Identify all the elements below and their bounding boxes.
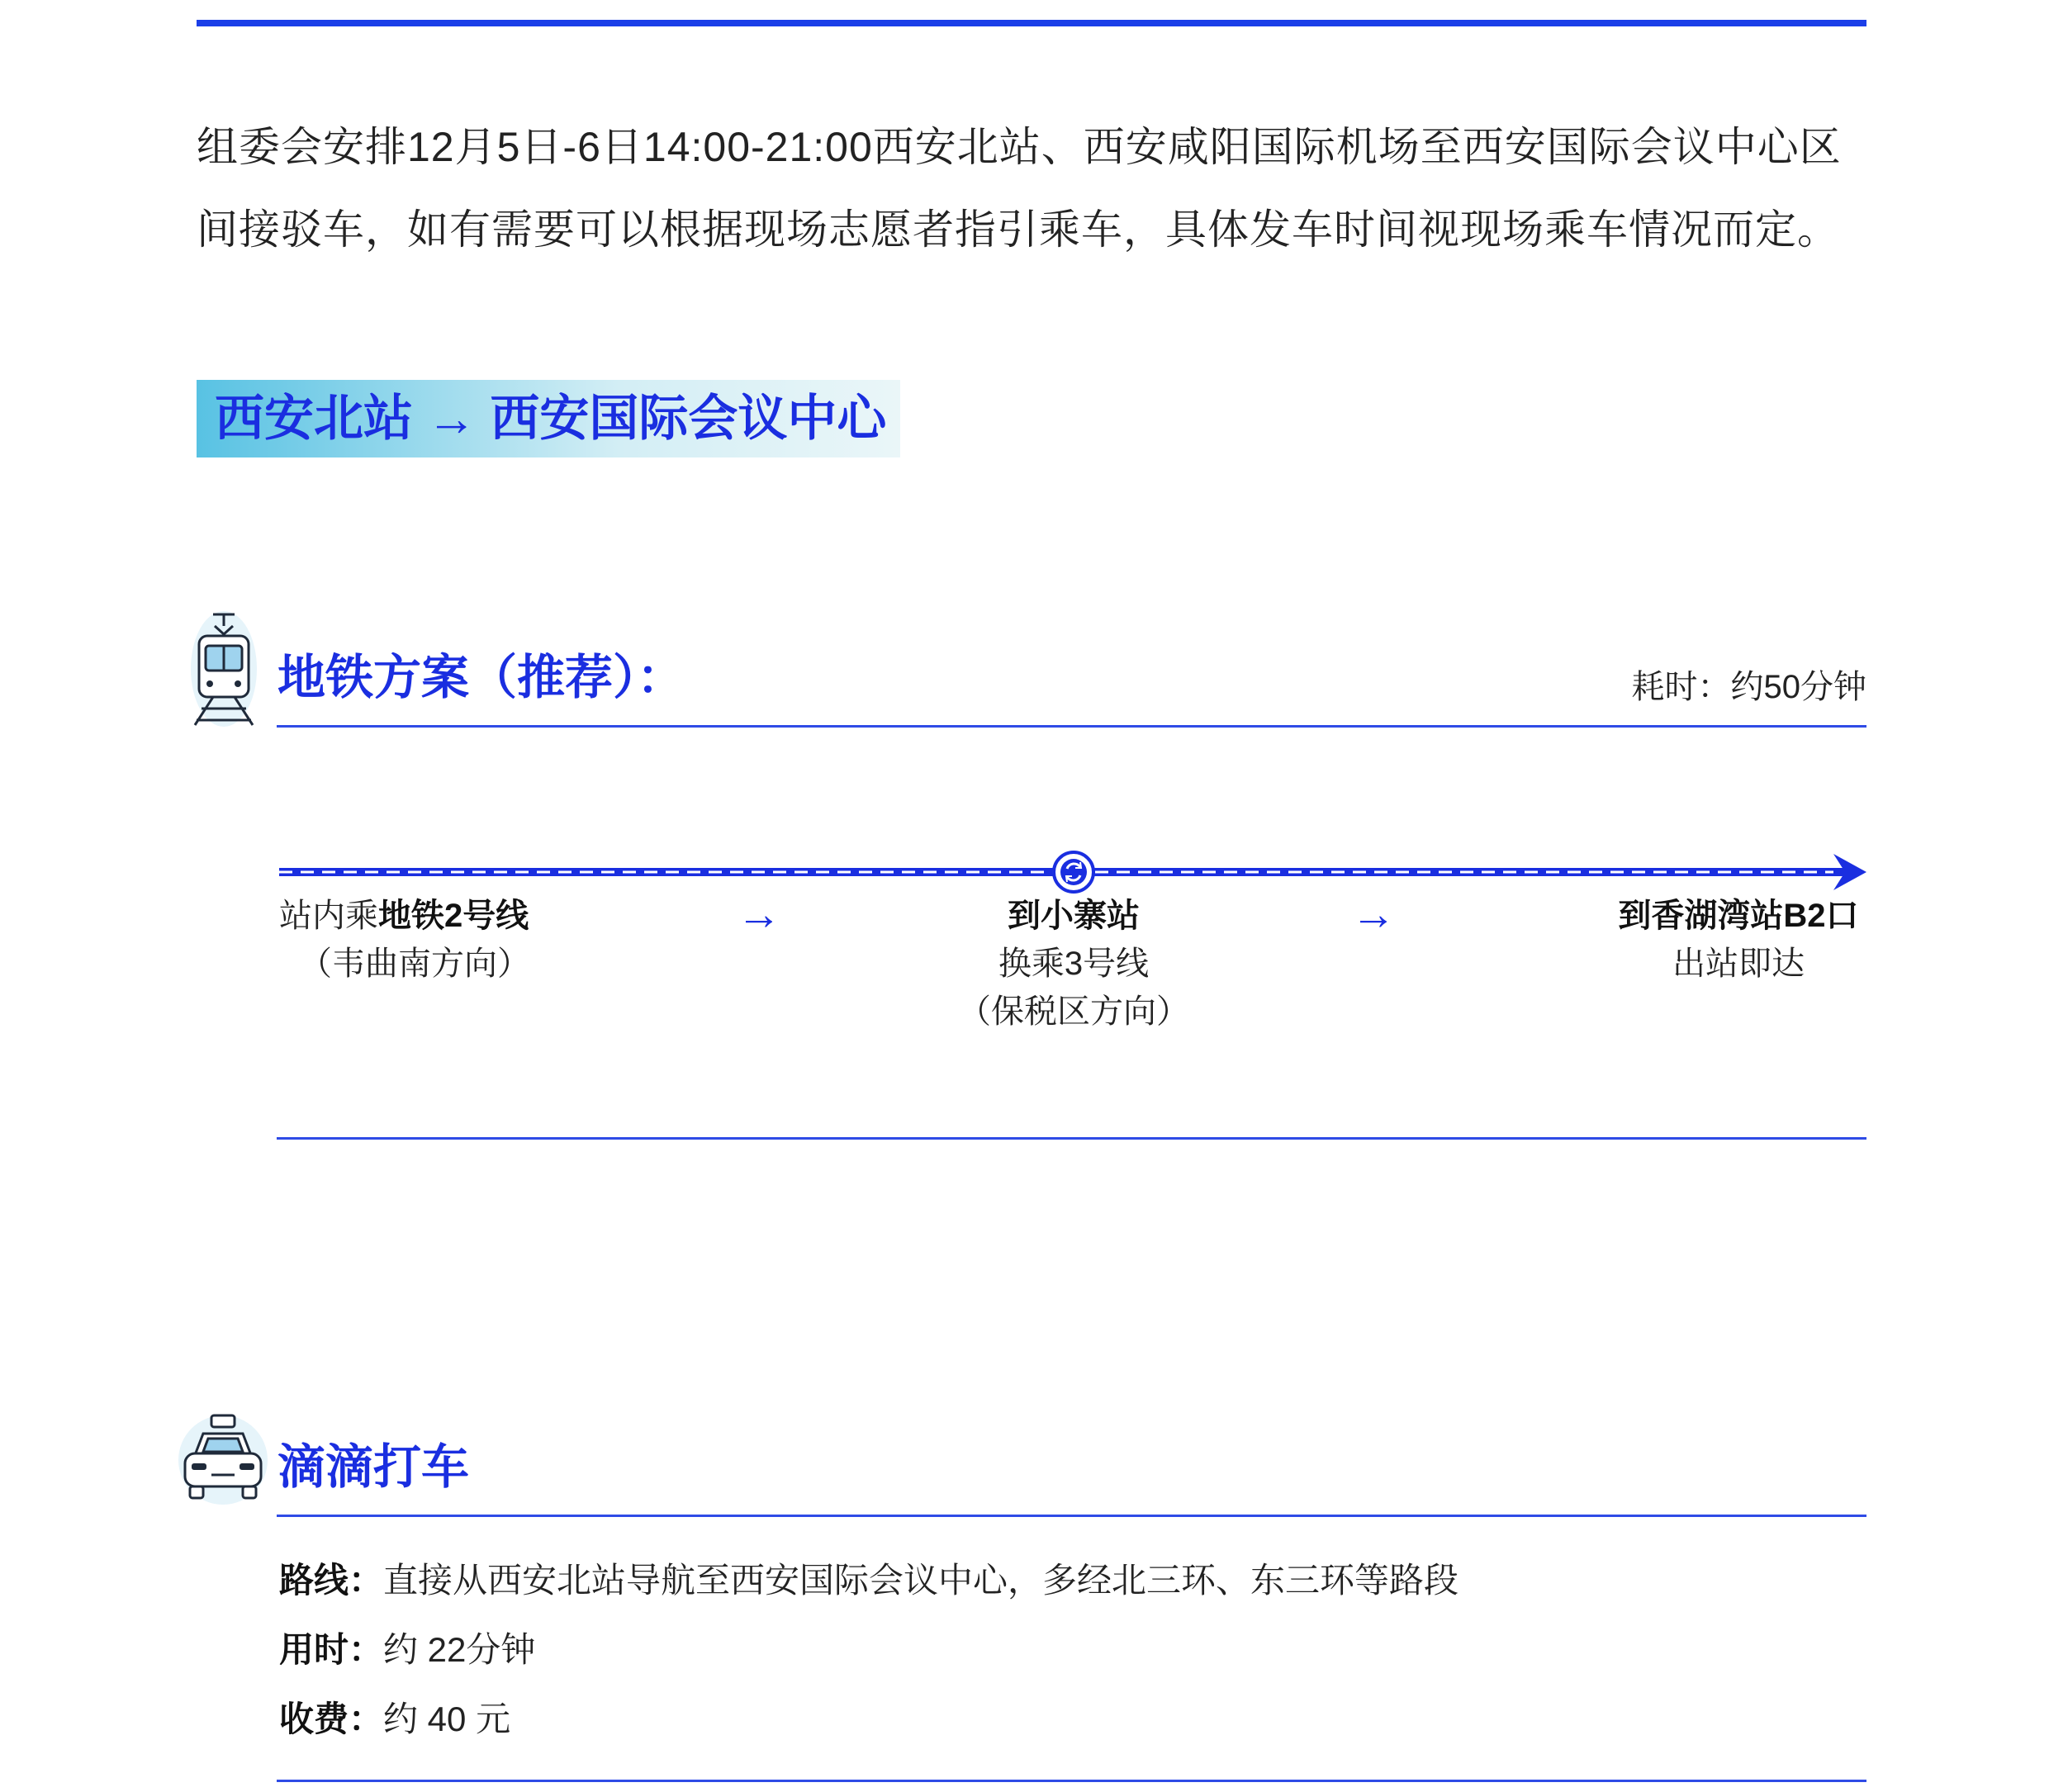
top-rule	[197, 20, 1866, 26]
step-2-bold: 到小寨站	[1008, 898, 1140, 934]
metro-bottom-rule	[277, 1137, 1866, 1140]
intro-paragraph	[197, 106, 1881, 271]
metro-step-1	[279, 892, 530, 988]
didi-time-label: 用时：	[279, 1630, 384, 1669]
step-arrow-2: →	[1351, 889, 1396, 939]
intro-line-1: 组委会安排12月5日-6日14:00-21:00西安北站、西安咸阳国际机场至西安国际会议中心区	[197, 124, 1842, 170]
train-icon	[188, 608, 259, 734]
metro-step-3	[1602, 892, 1875, 988]
didi-fee-label: 收费：	[279, 1700, 384, 1738]
metro-title-rule	[277, 725, 1866, 728]
didi-bottom-rule	[277, 1780, 1866, 1782]
intro-line-2: 间接驳车，如有需要可以根据现场志愿者指引乘车，具体发车时间视现场乘车情况而定。	[197, 206, 1839, 253]
step-1-bold: 地铁2号线	[378, 898, 529, 934]
didi-fee-row	[279, 1695, 510, 1744]
metro-duration: 耗时：约50分钟	[1631, 669, 1866, 705]
step-1-line2: （韦曲南方向）	[299, 946, 530, 982]
step-2-line3: （保税区方向）	[958, 993, 1189, 1030]
taxi-icon	[177, 1404, 268, 1515]
didi-route-label: 路线：	[279, 1561, 384, 1600]
metro-section-title: 地铁方案（推荐）：	[277, 651, 685, 704]
step-arrow-1: →	[737, 889, 781, 939]
didi-time-row	[279, 1625, 535, 1675]
step-3-bold: 到香湖湾站B2口	[1618, 898, 1859, 934]
metro-step-2	[908, 892, 1239, 1036]
didi-fee-value: 约 40 元	[383, 1700, 511, 1738]
didi-title-rule	[277, 1515, 1866, 1517]
didi-time-value: 约 22分钟	[383, 1630, 536, 1669]
route-banner	[197, 380, 900, 457]
didi-section-title: 滴滴打车	[277, 1440, 470, 1494]
step-3-line2: 出站即达	[1672, 946, 1805, 982]
didi-route-row	[279, 1556, 1458, 1605]
transfer-icon	[1054, 852, 1093, 892]
step-2-line2: 换乘3号线	[998, 946, 1150, 982]
route-banner-text: 西安北站 → 西安国际会议中心	[215, 391, 887, 446]
didi-route-value: 直接从西安北站导航至西安国际会议中心，多经北三环、东三环等路段	[383, 1561, 1459, 1600]
step-1-prefix: 站内乘	[279, 898, 378, 934]
